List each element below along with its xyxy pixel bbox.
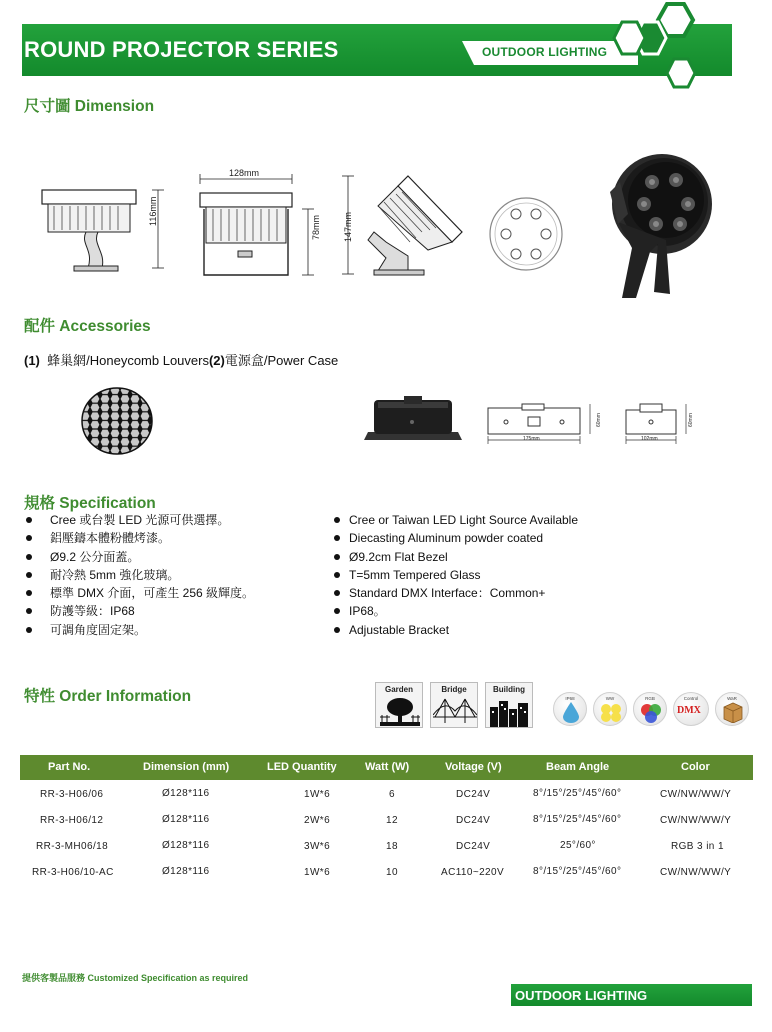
column-header-beam-angle: Beam Angle <box>546 761 610 773</box>
spec-item: Ø9.2cm Flat Bezel <box>332 548 578 566</box>
spec-item: Adjustable Bracket <box>332 621 578 639</box>
face-view-drawing <box>488 196 568 276</box>
spec-list-chinese <box>24 511 254 639</box>
spec-item: Cree 或台製 LED 光源可供選擇。 <box>24 511 254 529</box>
accessory-2-number: (2) <box>208 353 225 368</box>
rgb-icon-label: RGB <box>645 696 655 701</box>
power-case-photo <box>364 392 462 448</box>
table-cell-dimension: Ø128*116 <box>162 814 210 825</box>
table-cell-led-quantity: 1W*6 <box>304 867 331 878</box>
ww-icon-label: WW <box>605 696 615 701</box>
table-cell-voltage: AC110~220V <box>441 867 505 878</box>
table-cell-beam-angle: 8°/15°/25°/45°/60° <box>533 814 622 825</box>
table-cell-dimension: Ø128*116 <box>162 866 210 877</box>
customization-note: 提供客製品服務 Customized Specification as required <box>22 973 249 983</box>
table-cell-watt: 18 <box>386 841 398 852</box>
table-cell-watt: 6 <box>389 789 395 800</box>
dmx-control-icon <box>673 692 709 726</box>
column-header-voltage: Voltage (V) <box>445 761 502 773</box>
spec-item: Standard DMX Interface：Common+ <box>332 584 578 602</box>
spec-item: 耐冷熱 5mm 強化玻璃。 <box>24 566 254 584</box>
footer-tag: OUTDOOR LIGHTING <box>515 988 648 1003</box>
power-case-side-drawing <box>484 400 610 450</box>
honeycomb-louver-image <box>80 386 154 456</box>
dimension-label-128mm: 128mm <box>229 168 260 178</box>
spec-item: 標準 DMX 介面，可產生 256 級輝度。 <box>24 584 254 602</box>
column-header-dimension: Dimension (mm) <box>143 761 230 773</box>
bridge-application-icon <box>430 682 478 728</box>
column-header-led-quantity: LED Quantity <box>267 761 337 773</box>
accessory-1-label: 蜂巢網/Honeycomb Louvers <box>47 353 209 368</box>
accessories-list <box>24 350 338 369</box>
table-cell-dimension: Ø128*116 <box>162 840 210 851</box>
table-cell-led-quantity: 3W*6 <box>304 841 331 852</box>
table-cell-voltage: DC24V <box>456 789 491 800</box>
table-cell-watt: 12 <box>386 815 398 826</box>
hexagon-decoration <box>600 0 750 92</box>
spec-item: 防護等級：IP68 <box>24 602 254 620</box>
power-case-end-drawing <box>622 400 698 450</box>
table-cell-led-quantity: 1W*6 <box>304 789 331 800</box>
table-cell-beam-angle: 25°/60° <box>560 840 596 851</box>
dimension-label-78mm: 78mm <box>311 214 321 240</box>
table-cell-color: CW/NW/WW/Y <box>660 867 732 878</box>
side-view-drawing <box>40 178 175 278</box>
accessory-2-label: 電源盒/Power Case <box>224 353 339 368</box>
spec-item: IP68。 <box>332 602 578 620</box>
spec-list-english <box>332 511 578 639</box>
accessories-title: 配件 Accessories <box>24 318 151 335</box>
garden-label: Garden <box>384 685 413 694</box>
table-cell-voltage: DC24V <box>456 815 491 826</box>
table-cell-beam-angle: 8°/15°/25°/45°/60° <box>533 866 622 877</box>
warm-white-led-icon <box>593 692 627 726</box>
spec-item: T=5mm Tempered Glass <box>332 566 578 584</box>
angled-view-drawing <box>338 172 473 287</box>
ip68-icon-label: IP68 <box>565 696 575 701</box>
accessory-1-number: (1) <box>24 353 40 368</box>
power-case-height-label-a: 60mm <box>596 413 602 427</box>
table-cell-beam-angle: 8°/15°/25°/45°/60° <box>533 788 622 799</box>
spec-item: Cree or Taiwan LED Light Source Available <box>332 511 578 529</box>
bridge-label: Bridge <box>441 685 467 694</box>
power-case-height-label-b: 60mm <box>688 413 694 427</box>
table-cell-part-no: RR-3-H06/06 <box>40 789 104 800</box>
front-view-drawing <box>198 165 323 280</box>
rgb-led-icon <box>633 692 667 726</box>
dimension-label-147mm: 147mm <box>343 211 353 242</box>
column-header-watt: Watt (W) <box>365 761 410 773</box>
spec-item: Ø9.2 公分面蓋。 <box>24 548 254 566</box>
ip68-waterproof-icon <box>553 692 587 726</box>
table-cell-led-quantity: 2W*6 <box>304 815 331 826</box>
table-cell-watt: 10 <box>386 867 398 878</box>
dmx-label: DMX <box>677 705 701 716</box>
dimension-label-116mm: 116mm <box>148 196 158 226</box>
table-cell-dimension: Ø128*116 <box>162 788 210 799</box>
garden-application-icon <box>375 682 423 728</box>
control-icon-label: Control <box>683 696 699 701</box>
table-cell-voltage: DC24V <box>456 841 491 852</box>
dimension-title: 尺寸圖 Dimension <box>24 98 155 115</box>
header-tag: OUTDOOR LIGHTING <box>482 45 608 59</box>
warranty-icon-label: WaR <box>727 696 737 701</box>
building-label: Building <box>493 685 525 694</box>
spec-item: 鋁壓鑄本體粉體烤漆。 <box>24 529 254 547</box>
table-cell-color: CW/NW/WW/Y <box>660 789 732 800</box>
order-information-title: 特性 Order Information <box>24 688 192 705</box>
building-application-icon <box>485 682 533 728</box>
page-title: ROUND PROJECTOR SERIES <box>24 37 339 62</box>
power-case-length-label: 175mm <box>523 436 540 442</box>
spec-item: Diecasting Aluminum powder coated <box>332 529 578 547</box>
column-header-part-no: Part No. <box>48 761 91 773</box>
power-case-width-label: 102mm <box>641 436 658 442</box>
spec-item: 可調角度固定架。 <box>24 621 254 639</box>
warranty-box-icon <box>715 692 749 726</box>
column-header-color: Color <box>681 761 710 773</box>
table-cell-part-no: RR-3-H06/12 <box>40 815 104 826</box>
specification-title: 規格 Specification <box>24 495 156 512</box>
product-photo <box>592 152 722 302</box>
table-cell-color: CW/NW/WW/Y <box>660 815 732 826</box>
table-cell-color: RGB 3 in 1 <box>671 841 724 852</box>
table-cell-part-no: RR-3-MH06/18 <box>36 841 109 852</box>
table-cell-part-no: RR-3-H06/10-AC <box>32 867 114 878</box>
